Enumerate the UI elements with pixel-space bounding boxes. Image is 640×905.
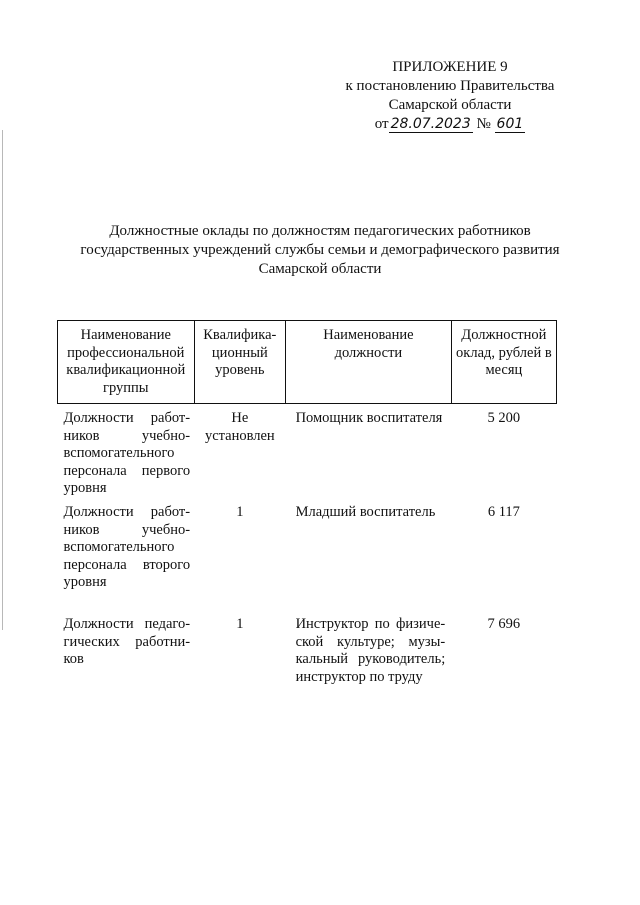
appendix-date-line — [320, 115, 580, 134]
salary-table — [57, 320, 557, 696]
cell-salary: 5 200 — [487, 410, 521, 426]
title-line-2: государственных учреждений службы семьи и демографического развития — [80, 242, 560, 258]
header-level: Квалифика-ционный уровень — [194, 321, 285, 404]
cell-level: 1 — [236, 504, 244, 520]
table-row — [58, 404, 557, 505]
cell-position: Помощник воспитателя — [295, 410, 443, 426]
appendix-block — [320, 58, 580, 134]
cell-group: Должности работ-ников учебно-вспомогательного персонала второго уровня — [63, 504, 191, 590]
appendix-resolution-line: к постановлению Правительства — [345, 78, 555, 94]
cell-position: Инструктор по физиче-ской культуре; музы-кальный руководитель; инструктор по труду — [295, 616, 446, 685]
header-position: Наименование должности — [286, 321, 452, 404]
number-prefix: № — [476, 116, 491, 132]
table-row — [58, 504, 557, 616]
cell-level: Не установлен — [204, 410, 275, 444]
cell-salary: 7 696 — [487, 616, 521, 632]
cell-group: Должности педаго-гических работни-ков — [63, 616, 191, 667]
document-title — [60, 222, 580, 279]
date-prefix: от — [374, 116, 389, 132]
cell-salary: 6 117 — [487, 504, 520, 520]
table-header-row — [58, 321, 557, 404]
appendix-region-line: Самарской области — [388, 97, 512, 113]
table-row — [58, 616, 557, 696]
title-line-1: Должностные оклады по должностям педагогических работников — [109, 223, 531, 239]
handwritten-number: 601 — [496, 116, 524, 132]
appendix-heading: ПРИЛОЖЕНИЕ 9 — [392, 59, 508, 75]
header-salary: Должностной оклад, рублей в месяц — [451, 321, 556, 404]
scan-edge-line — [2, 130, 3, 630]
cell-group: Должности работ-ников учебно-вспомогательного персонала первого уровня — [63, 410, 191, 496]
cell-level: 1 — [236, 616, 244, 632]
cell-position: Младший воспитатель — [295, 504, 436, 520]
title-line-3: Самарской области — [258, 261, 382, 277]
header-group: Наименование профессиональной квалификационной группы — [58, 321, 195, 404]
handwritten-date: 28.07.2023 — [390, 116, 471, 132]
